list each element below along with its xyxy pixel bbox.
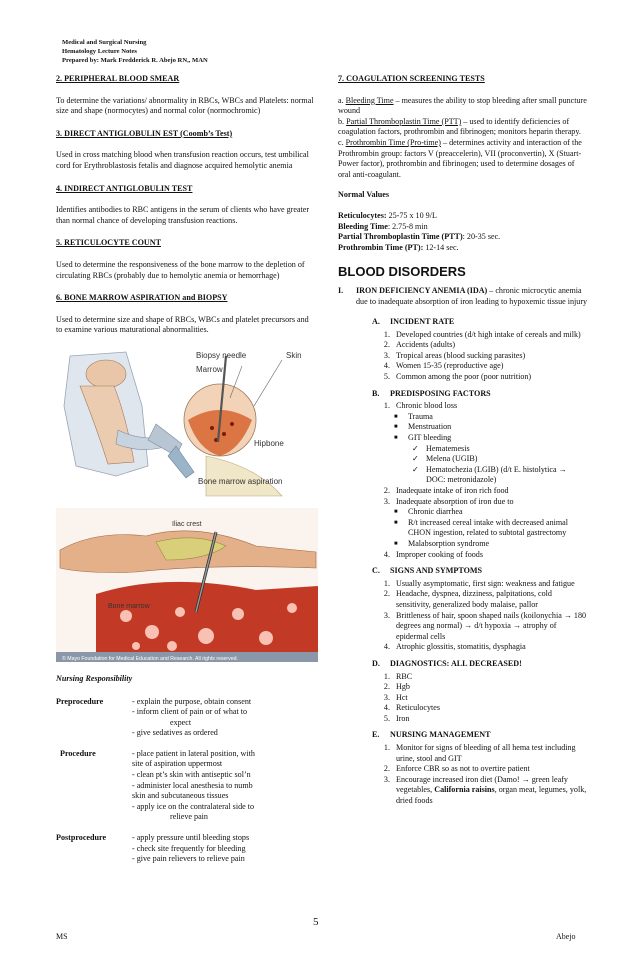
list-item: 4. Atrophic glossitis, stomatitis, dysphagia [383, 642, 526, 652]
bleeding-time-desc: – measures the ability to stop bleeding after small puncture wound [338, 95, 587, 116]
proc-item: - clean pt’s skin with antiseptic sol’n [132, 770, 251, 780]
list-item: 2. Enforce CBR so as not to overtire patient [383, 764, 530, 774]
label-marrow: Marrow [196, 364, 223, 374]
preprocedure-label: Preprocedure [56, 696, 104, 706]
signs-symptoms-list [372, 579, 588, 653]
notes-title: Hematology Lecture Notes [62, 48, 137, 55]
left-column [56, 74, 314, 875]
list-item: ■ Malabsorption syndrome [394, 538, 490, 548]
proc-item: relieve pain [170, 812, 208, 822]
label-biopsy-needle: Biopsy needle [196, 350, 247, 360]
list-item: ■ GIT bleeding [394, 433, 452, 443]
coagulation-tests-text: a. Bleeding Time – measures the ability to stop bleeding after small puncture wound b. Partial Thromboplastin Time (PTT) – used to identify deficiencies of coagulation factors, prothrombin and fibrinogen; monitors heparin therapy. c. Prothrombin Time (Pro-time) – determines activity and interaction of the Prothrombin group: factors V (preaccelerin), VII (proconvertin), X (Stuart-Power factor), prothrombin and fibrinogen; used to determine dosages of oral anti-coagulant. [338, 95, 587, 179]
section-2-title: 2. PERIPHERAL BLOOD SMEAR [56, 74, 180, 83]
procedure-row [56, 749, 314, 823]
ida-title: IRON DEFICIENCY ANEMIA (IDA) [356, 285, 488, 295]
list-item: ■ R/t increased cereal intake with decreased animal CHON ingestion, related to subtotal gastrectomy [394, 517, 568, 538]
list-item: 2. Headache, dyspnea, dizziness, palpitations, cold sensitivity, generalized body malaise, pallor [383, 589, 552, 609]
post-item: - check site frequently for bleeding [132, 843, 246, 853]
list-item: ✓ Melena (UGIB) [412, 454, 478, 464]
section-4-text: Identifies antibodies to RBC antigens in the serum of clients who have greater than normal chance of developing transfusion reactions. [56, 205, 310, 225]
nursing-management-list [372, 743, 588, 807]
list-item: ✓ Hematemesis [412, 443, 470, 453]
section-3-text: Used in cross matching blood when transfusion reaction occurs, test umbilical cord for Erythroblastosis fetalis and diagnose acquired hemolytic anemia [56, 150, 309, 170]
course-title: Medical and Surgical Nursing [62, 39, 147, 46]
page-number: 5 [313, 916, 319, 928]
post-item: - give pain relievers to relieve pain [132, 854, 245, 864]
section-5-title: 5. RETICULOCYTE COUNT [56, 238, 162, 248]
list-item: 1. RBC [383, 671, 413, 681]
incident-rate-heading: A. INCIDENT RATE [372, 317, 455, 327]
right-column [338, 74, 588, 811]
figure-caption: Bone marrow aspiration [198, 476, 283, 486]
diagnostics-list [372, 672, 588, 725]
section-7-title: 7. COAGULATION SCREENING TESTS [338, 74, 485, 83]
pre-item: - explain the purpose, obtain consent [132, 696, 252, 706]
list-item: 2. Hgb [383, 682, 410, 692]
normal-values-title: Normal Values [338, 190, 390, 200]
normal-value-row: Prothrombin Time (PT): 12-14 sec. [338, 242, 459, 252]
bone-marrow-illustration [56, 346, 318, 664]
list-item: 2. Inadequate intake of iron rich food [383, 486, 509, 495]
section-6-text: Used to determine size and shape of RBCs, WBCs and platelet precursors and to examine various maturational abnormalities. [56, 314, 309, 335]
list-item: ✓ Hematochezia (LGIB) (d/t E. histolytica → DOC: metronidazole) [412, 464, 567, 485]
check-icon: ✓ [412, 454, 419, 464]
check-icon: ✓ [412, 464, 419, 474]
list-item: 3. Hct [383, 692, 408, 702]
ptt-term: Partial Thromboplastin Time (PTT) [346, 116, 462, 126]
label-hipbone: Hipbone [254, 438, 284, 448]
list-item: 3. Brittleness of hair, spoon shaped nails (koilonychia → 180 degrees ang normal) → d/t hypoxia → atrophy of epidermal cells [383, 610, 587, 641]
list-item: 3. Inadequate absorption of iron due to [383, 496, 514, 506]
pre-item: expect [170, 717, 192, 727]
incident-rate-list [372, 330, 588, 383]
postprocedure-row [56, 833, 314, 865]
label-iliac-crest: Iliac crest [172, 520, 202, 528]
proc-item: - apply ice on the contralateral side to [132, 801, 255, 811]
ida-desc: – chronic microcytic anemia due to inadequate absorption of iron leading to hypoxemic tissue injury [356, 285, 588, 306]
nursing-management-heading: E. NURSING MANAGEMENT [372, 730, 491, 740]
normal-values-list [338, 211, 588, 253]
footer-right: Abejo [556, 932, 576, 941]
list-item: 5. Iron [383, 713, 410, 723]
list-item: 1. Monitor for signs of bleeding of all hema test including urine, stool and GIT [383, 743, 576, 763]
figure-copyright: © Mayo Foundation for Medical Education and Research. All rights reserved. [62, 655, 238, 662]
pt-term: Prothrombin Time (Pro-time) [345, 137, 441, 147]
list-item: 2. Accidents (adults) [383, 340, 456, 350]
list-item: 4. Women 15-35 (reproductive age) [383, 361, 504, 371]
pt-desc: – determines activity and interaction of the Prothrombin group: factors V (preaccelerin), VII (proconvertin), X (Stuart-Power factor), prothrombin and fibrinogen; used to determine dosages of oral anti-coagulant. [338, 137, 582, 179]
diagnostics-heading: D. DIAGNOSTICS: ALL DECREASED! [372, 658, 522, 668]
predisposing-factors-heading: B. PREDISPOSING FACTORS [372, 388, 491, 398]
list-item: 1. Chronic blood loss [383, 401, 458, 411]
normal-value-row: Bleeding Time: 2.75-8 min [338, 221, 428, 231]
list-item: 5. Common among the poor (poor nutrition) [383, 372, 532, 382]
ida-heading [338, 286, 588, 307]
section-5-text: Used to determine the responsiveness of the bone marrow to the depletion of circulating RBCs (probably due to hemolytic anemia or hemorrhage) [56, 259, 305, 280]
bleeding-time-term: Bleeding Time [345, 95, 394, 105]
blood-disorders-title: BLOOD DISORDERS [338, 264, 466, 280]
section-6-title: 6. BONE MARROW ASPIRATION and BIOPSY [56, 293, 228, 303]
footer-left: MS [56, 932, 68, 941]
section-2-text: To determine the variations/ abnormality in RBCs, WBCs and Platelets: normal size and shape (normocytes) and normal color (normochromic) [56, 95, 314, 116]
post-item: - apply pressure until bleeding stops [132, 833, 250, 843]
proc-item: site of aspiration uppermost [132, 759, 223, 769]
label-skin: Skin [286, 350, 302, 360]
list-item: 4. Improper cooking of foods [383, 549, 483, 559]
ida-subsections [372, 317, 588, 807]
list-item: ■ Menstruation [394, 422, 452, 432]
list-item: 4. Reticulocytes [383, 703, 441, 713]
check-icon: ✓ [412, 443, 419, 453]
ptt-desc: – used to identify deficiencies of coagulation factors, prothrombin and fibrinogen; monitors heparin therapy. [338, 116, 581, 137]
proc-item: - administer local anesthesia to numb [132, 780, 253, 790]
preprocedure-row [56, 697, 314, 739]
section-3-title: 3. DIRECT ANTIGLOBULIN EST (Coomb’s Test) [56, 128, 233, 138]
normal-value-row: Reticulocytes: 25-75 x 10 9/L [338, 210, 437, 220]
normal-value-row: Partial Thromboplastin Time (PTT): 20-35 sec. [338, 232, 501, 242]
postprocedure-label: Postprocedure [56, 833, 107, 843]
pre-item: - give sedatives as ordered [132, 728, 218, 738]
signs-symptoms-heading: C. SIGNS AND SYMPTOMS [372, 566, 483, 576]
list-item: 1. Developed countries (d/t high intake of cereals and milk) [383, 329, 581, 339]
procedure-label: Procedure [60, 748, 96, 758]
author-line: Prepared by: Mark Fredderick R. Abejo RN,, MAN [62, 57, 208, 64]
list-item: ■ Trauma [394, 411, 433, 421]
roman-numeral: I. [338, 285, 344, 295]
section-4-title: 4. INDIRECT ANTIGLOBULIN TEST [56, 183, 193, 193]
list-item: ■ Chronic diarrhea [394, 507, 463, 517]
list-item: 3. Tropical areas (blood sucking parasites) [383, 350, 526, 360]
list-item: 1. Usually asymptomatic, first sign: weakness and fatigue [383, 578, 575, 588]
predisposing-factors-list [372, 401, 588, 560]
nursing-responsibility-title: Nursing Responsibility [56, 673, 133, 683]
proc-item: - place patient in lateral position, with [132, 748, 255, 758]
proc-item: skin and subcutaneous tissues [132, 791, 229, 801]
pre-item: - inform client of pain or of what to [132, 707, 248, 717]
label-bone-marrow: Bone marrow [108, 602, 150, 610]
document-header [62, 38, 208, 65]
list-item: 3. Encourage increased iron diet (Damo! → green leafy vegetables, California raisins, organ meat, legumes, yolk, dried foods [383, 774, 587, 806]
bone-marrow-figure [56, 346, 318, 664]
